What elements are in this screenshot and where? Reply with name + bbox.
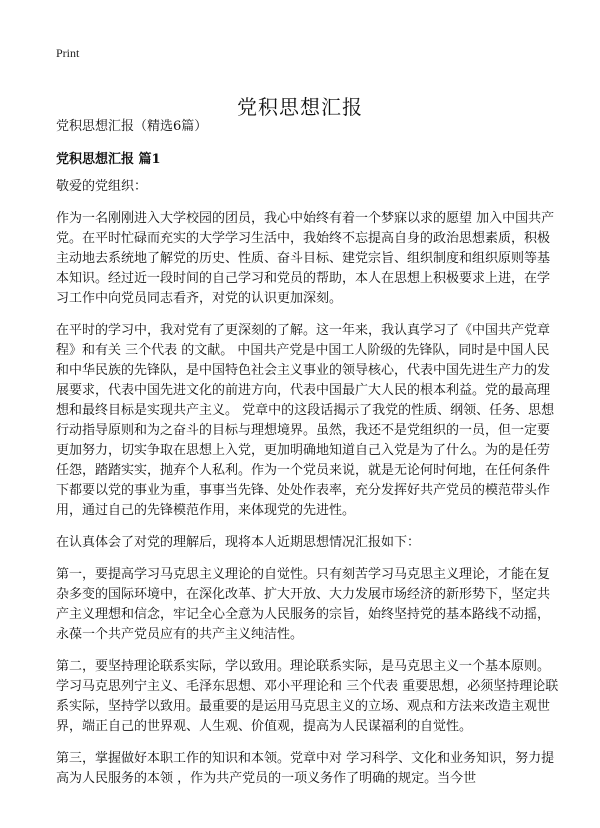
page-title: 党积思想汇报 [237,95,363,120]
paragraph: 第二，要坚持理论联系实际，学以致用。理论联系实际，是马克思主义一个基本原则。学习马克思列宁主义、毛泽东思想、邓小平理论和 三个代表 重要思想，必须坚持理论联系实际，坚持学以致用。最重要的是运用马克思主义的立场、观点和方法来改造主观世界，端正自己的世界观、人生观、价值观，提高为人民谋福利的自觉性。 [56,659,559,734]
section-heading: 党积思想汇报 篇1 [56,152,161,167]
greeting: 敬爱的党组织： [56,179,148,194]
paragraph: 在平时的学习中，我对党有了更深刻的了解。这一年来，我认真学习了《中国共产党章程》和有关 三个代表 的文献。 中国共产党是中国工人阶级的先锋队，同时是中国人民和中华民族的先锋队，是中国特色社会主义事业的领导核心，代表中国先进生产力的发展要求，代表中国先进文化的前进方向，代表中国最广大人民的根本利益。党的最高理想和最终目标是实现共产主义。 党章中的这段话揭示了我党的性质、纲领、任务、思想行动指导原则和为之奋斗的目标与理想境界。虽然，我还不是党组织的一员，但一定要更加努力，切实争取在思想上入党，更加明确地知道自己入党是为了什么。为的是任劳任怨，踏踏实实，抛弃个人私利。作为一个党员来说，就是无论何时何地，在任何条件下都要以党的事业为重，事事当先锋、处处作表率，充分发挥好共产党员的模范带头作用，通过自己的先锋模范作用，来体现党的先进性。 [56,323,555,518]
paragraph: 作为一名刚刚进入大学校园的团员，我心中始终有着一个梦寐以求的愿望 加入中国共产党。在平时忙碌而充实的大学学习生活中，我始终不忘提高自身的政治思想素质，积极主动地去系统地了解党的历史、性质、奋斗目标、建党宗旨、组织制度和组织原则等基本知识。经过近一段时间的自己学习和党员的帮助，本人在思想上积极要求上进，在学习工作中向党员同志看齐，对党的认识更加深刻。 [56,211,555,306]
paragraph: 第三，掌握做好本职工作的知识和本领。党章中对 学习科学、文化和业务知识，努力提高为人民服务的本领 ，作为共产党员的一项义务作了明确的规定。当今世 [56,751,555,786]
document-body [56,118,560,801]
paragraph: 在认真体会了对党的理解后，现将本人近期思想情况汇报如下： [56,535,421,550]
print-link[interactable]: Print [56,46,80,60]
document-subtitle: 党积思想汇报（精选6篇） [56,119,208,134]
paragraph: 第一，要提高学习马克思主义理论的自觉性。只有刻苦学习马克思主义理论，才能在复杂多变的国际环境中，在深化改革、扩大开放、大力发展市场经济的新形势下，坚定共产主义理想和信念，牢记全心全意为人民服务的宗旨，始终坚持党的基本路线不动摇，永葆一个共产党员应有的共产主义纯洁性。 [56,567,551,642]
